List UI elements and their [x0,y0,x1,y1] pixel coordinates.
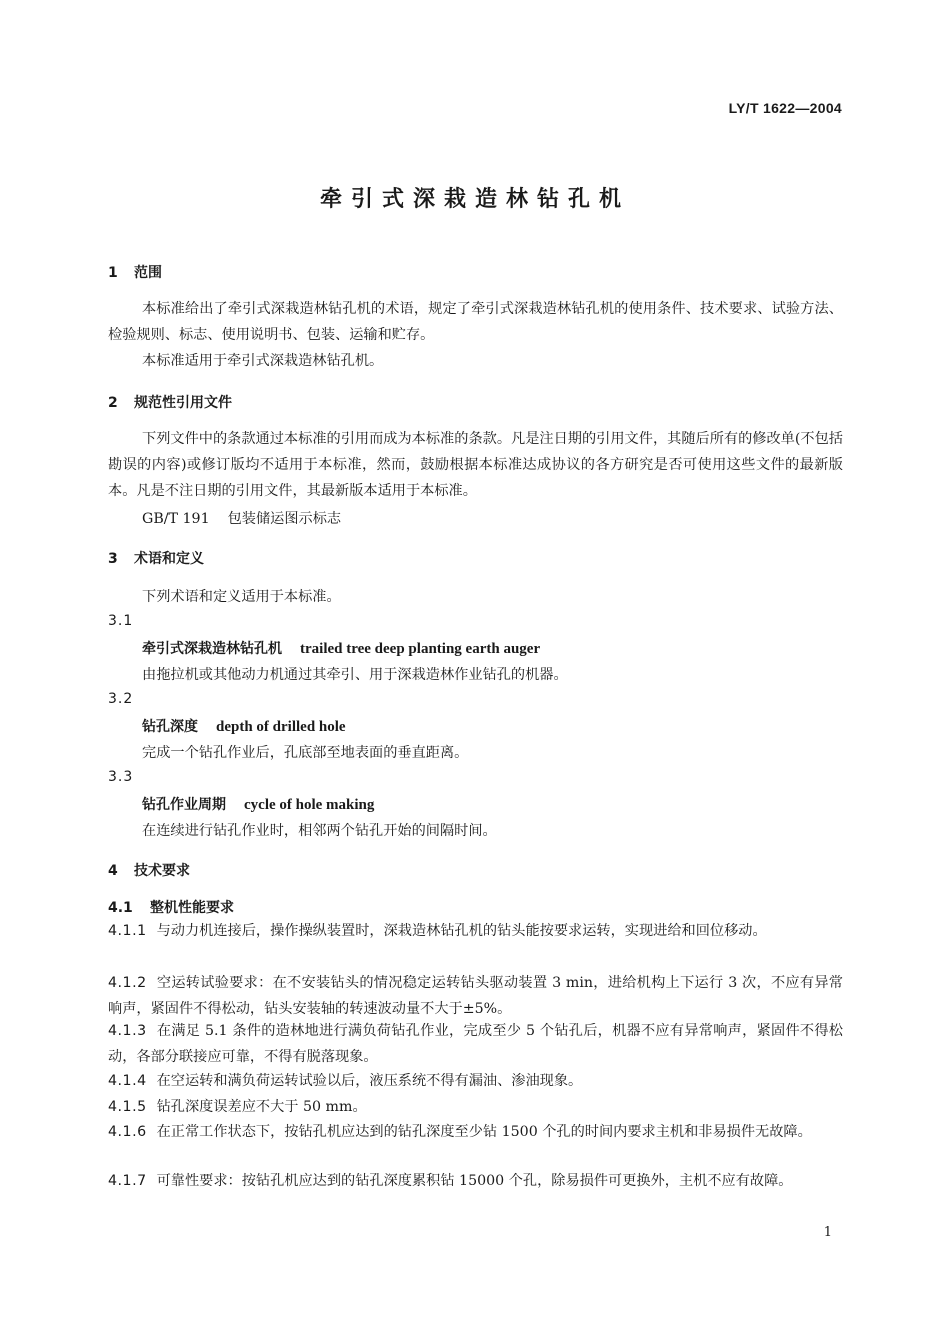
clause-4-1-7 [108,1168,843,1194]
clause-text: 可靠性要求：按钻孔机应达到的钻孔深度累积钻 15000 个孔，除易损件可更换外，主机不应有故障。 [156,1173,793,1189]
section-1-heading [108,262,162,282]
term-heading [142,716,346,736]
page-title: 牵引式深栽造林钻孔机 [319,187,630,212]
section-4-heading [108,860,190,880]
clause-4-1-4 [108,1068,843,1094]
clause-text: 在空运转和满负荷运转试验以后，液压系统不得有漏油、渗油现象。 [156,1073,583,1089]
term-definition: 完成一个钻孔作业后，孔底部至地表面的垂直距离。 [142,745,469,761]
subsection-title: 整机性能要求 [150,900,234,916]
clause-4-1-2 [108,970,843,1022]
reference-code: GB/T 191 [142,511,210,527]
clause-text: 钻孔深度误差应不大于 50 mm。 [156,1099,367,1115]
subsection-4-1-heading [108,897,234,917]
clause-number: 4.1.1 [108,923,147,939]
clause-4-1-1 [108,918,843,944]
section-2-paragraph: 下列文件中的条款通过本标准的引用而成为本标准的条款。凡是注日期的引用文件，其随后所有的修改单(不包括勘误的内容)或修订版均不适用于本标准，然而，鼓励根据本标准达成协议的各方研究是否可使用这些文件的最新版本。凡是不注日期的引用文件，其最新版本适用于本标准。 [108,431,843,499]
term-zh: 牵引式深栽造林钻孔机 [142,641,282,657]
section-title: 规范性引用文件 [134,395,232,411]
subsection-number: 4.1 [108,900,133,916]
clause-number: 4.1.5 [108,1099,147,1115]
standard-code: LY/T 1622—2004 [728,100,842,116]
clause-number: 4.1.2 [108,975,147,991]
clause-number: 4.1.4 [108,1073,147,1089]
section-3-intro: 下列术语和定义适用于本标准。 [142,589,341,605]
reference-title: 包装储运图示标志 [227,511,342,527]
clause-number: 4.1.3 [108,1023,147,1039]
section-number: 3 [108,551,118,567]
section-1-paragraph-1: 本标准给出了牵引式深栽造林钻孔机的术语，规定了牵引式深栽造林钻孔机的使用条件、技术要求、试验方法、检验规则、标志、使用说明书、包装、运输和贮存。 [108,301,843,343]
term-number: 3.3 [108,769,134,785]
term-zh: 钻孔深度 [142,719,198,735]
term-zh: 钻孔作业周期 [142,797,226,813]
clause-number: 4.1.6 [108,1124,147,1140]
clause-4-1-5 [108,1094,843,1120]
term-en: depth of drilled hole [216,719,346,735]
section-1-paragraph-2: 本标准适用于牵引式深栽造林钻孔机。 [142,353,384,369]
term-number: 3.2 [108,691,134,707]
term-heading [142,638,540,658]
clause-text: 与动力机连接后，操作操纵装置时，深栽造林钻孔机的钻头能按要求运转，实现进给和回位移动。 [156,923,767,939]
section-3-heading [108,548,204,568]
section-2-heading [108,392,232,412]
term-number: 3.1 [108,613,134,629]
section-title: 技术要求 [134,863,190,879]
clause-4-1-6 [108,1119,843,1145]
section-title: 术语和定义 [134,551,204,567]
clause-number: 4.1.7 [108,1173,147,1189]
section-number: 4 [108,863,118,879]
term-definition: 由拖拉机或其他动力机通过其牵引、用于深栽造林作业钻孔的机器。 [142,667,568,683]
clause-4-1-3 [108,1018,843,1070]
section-number: 2 [108,395,118,411]
term-heading [142,794,374,814]
normative-reference [142,508,341,528]
term-en: cycle of hole making [244,797,375,813]
term-en: trailed tree deep planting earth auger [300,641,541,657]
clause-text: 在满足 5.1 条件的造林地进行满负荷钻孔作业，完成至少 5 个钻孔后，机器不应有异常响声，紧固件不得松动，各部分联接应可靠，不得有脱落现象。 [108,1023,843,1065]
section-title: 范围 [134,265,162,281]
clause-text: 在正常工作状态下，按钻孔机应达到的钻孔深度至少钻 1500 个孔的时间内要求主机和非易损件无故障。 [156,1124,812,1140]
term-definition: 在连续进行钻孔作业时，相邻两个钻孔开始的间隔时间。 [142,823,497,839]
section-number: 1 [108,265,118,281]
clause-text: 空运转试验要求：在不安装钻头的情况稳定运转钻头驱动装置 3 min，进给机构上下运行 3 次，不应有异常响声，紧固件不得松动，钻头安装轴的转速波动量不大于±5%。 [108,975,843,1017]
page-number: 1 [823,1225,832,1240]
